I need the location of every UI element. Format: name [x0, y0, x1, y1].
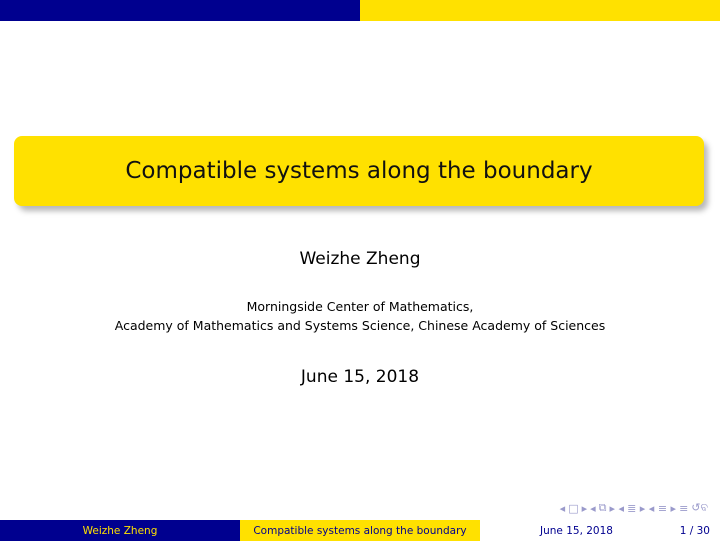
subsection-next-icon[interactable]: ⧉	[598, 501, 607, 514]
footer-author-text: Weizhe Zheng	[82, 524, 158, 537]
footer-title	[240, 520, 480, 541]
page-number: 1 / 30	[679, 524, 710, 537]
author: Weizhe Zheng	[299, 249, 421, 269]
subsection-prev-icon[interactable]: ◂	[590, 501, 596, 515]
footer-title-text: Compatible systems along the boundary	[253, 524, 467, 537]
search-icon[interactable]: ↺ବ	[691, 501, 708, 514]
page-title: Compatible systems along the boundary	[125, 158, 593, 184]
institution-line-1: Morningside Center of Mathematics,	[246, 299, 474, 314]
navigation-symbols	[560, 501, 708, 515]
footer-date-page	[480, 520, 720, 541]
header-bar-left	[0, 0, 360, 21]
presentation-date: June 15, 2018	[300, 367, 420, 387]
section-next-icon[interactable]: ≣ ▸ ◂ ≡ ▸	[627, 501, 677, 515]
nav-first-icon[interactable]: ◂	[559, 501, 566, 515]
header-bar-right	[360, 0, 720, 21]
footer-date: June 15, 2018	[540, 524, 613, 537]
institution-line-2: Academy of Mathematics and Systems Science, Chinese Academy of Sciences	[114, 318, 606, 333]
header-bar	[0, 0, 720, 21]
footer-bar	[0, 520, 720, 541]
frame-next-icon[interactable]: ▸	[581, 501, 588, 515]
title-box	[14, 136, 704, 206]
section-prev-icon[interactable]: ▸ ◂	[609, 501, 625, 515]
frame-prev-icon[interactable]: □	[568, 501, 579, 515]
footer-author	[0, 520, 240, 541]
align-icon[interactable]: ≡	[679, 501, 689, 515]
